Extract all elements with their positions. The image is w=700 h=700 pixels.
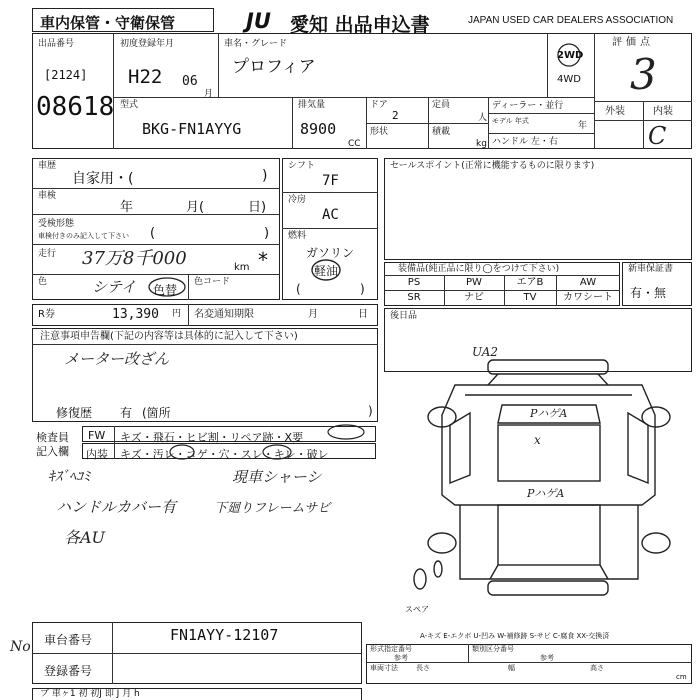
divider — [292, 97, 293, 149]
warranty-value: 有・無 — [630, 286, 667, 300]
equip-aw: AW — [579, 277, 597, 288]
color-change: 色替 — [153, 283, 178, 297]
equip-navi: ナビ — [464, 292, 484, 303]
shift-label: シフト — [288, 161, 316, 171]
divider — [113, 33, 114, 149]
remarks-handwritten: メーター改ざん — [64, 350, 170, 368]
repair-label: 修復歴 — [56, 406, 93, 420]
sales-points-box — [384, 158, 692, 260]
grade-value: 3 — [630, 50, 657, 99]
model-value: BKG-FN1AYYG — [142, 120, 242, 138]
capacity-unit: 人 — [478, 113, 488, 123]
fuel-label: 燃料 — [288, 231, 307, 241]
lot-code: [2124] — [44, 68, 88, 82]
interior-label: 内装 — [653, 106, 673, 117]
doors-label: ドア — [370, 100, 388, 110]
mileage-label: 走行 — [38, 249, 57, 259]
class-ref: 参考 — [540, 654, 554, 662]
model-year-label: モデル 年式 — [492, 117, 529, 125]
drive-4wd: 4WD — [557, 74, 581, 85]
divider — [188, 304, 189, 326]
warranty-label: 新車保証書 — [628, 264, 674, 274]
note-each-au: 各AU — [64, 528, 106, 547]
equip-leather: カワシート — [563, 292, 613, 303]
divider — [594, 120, 692, 121]
divider — [113, 97, 594, 98]
inspector-fw-items: キズ・飛石・ヒビ割・リペア跡・X要 — [120, 431, 304, 444]
accept-type-label: 受検形態 — [38, 219, 75, 229]
bottom-strip-text: ブ 車ヶ1 初 初J 即 J 月 h — [40, 689, 140, 699]
divider — [32, 344, 378, 345]
remarks-label: 注意事項申告欄(下記の内容等は具体的に記入して下さい) — [40, 331, 298, 342]
divider — [488, 133, 594, 134]
car-name-value: プロフィア — [232, 57, 316, 77]
lot-number: 08618 — [36, 92, 115, 122]
divider — [282, 228, 378, 229]
displacement-unit: CC — [348, 139, 361, 149]
inspector-label-1: 検査員 — [36, 431, 69, 444]
shape-label: 形状 — [370, 127, 389, 137]
legend-text: A-キズ E-エクボ U-凹み W-補修跡 S-サビ C-腐食 XX-交換済 — [420, 632, 610, 640]
equip-pw: PW — [466, 277, 482, 288]
divider — [384, 275, 620, 276]
type-label: 形式指定番号 — [370, 645, 412, 653]
notice-day: 日 — [358, 309, 368, 320]
ju-logo: JU — [246, 9, 271, 33]
repair-value: 有 — [120, 406, 133, 420]
registration-month-unit: 月 — [204, 89, 214, 99]
inspector-fw-tag: FW — [88, 429, 106, 442]
divider — [188, 274, 189, 300]
registration-year: H22 — [128, 66, 163, 88]
divider — [643, 101, 644, 149]
diagram-mark-1: PハゲA — [530, 407, 568, 420]
dealer-label: ディーラー・並行 — [492, 101, 564, 111]
sales-points-label: セールスポイント(正常に機能するものに限ります) — [390, 161, 595, 171]
fuel-alt: 軽油 — [314, 264, 339, 278]
later-date-label: 後日品 — [390, 311, 418, 321]
shift-value: 7F — [322, 173, 339, 189]
equip-tv: TV — [523, 292, 537, 303]
inspector-label-2: 記入欄 — [36, 445, 69, 458]
size-height: 高さ — [590, 664, 604, 672]
diagram-tag: UA2 — [472, 345, 499, 359]
divider — [468, 644, 469, 662]
repair-close: ) — [368, 404, 373, 418]
recycle-value: 13,390 — [112, 307, 159, 322]
note-dents: ｷｽﾞﾍｺﾐ — [48, 469, 90, 485]
equipment-label: 装備品(純正品に限り◯をつけて下さい) — [398, 264, 560, 274]
size-unit: cm — [676, 673, 687, 681]
inspector-interior-items: キズ・汚レ・コゲ・穴・スレ・キレ・破レ — [120, 448, 329, 461]
accept-type-note: 車検付きのみ記入して下さい — [38, 232, 129, 240]
load-unit: kg — [476, 139, 487, 149]
diagram-mark-x: x — [534, 433, 541, 447]
divider — [547, 33, 548, 97]
storage-label: 車内保管・守衛保管 — [40, 14, 176, 32]
equip-airbag: エアB — [516, 277, 544, 288]
inspection-month: 月( — [186, 200, 205, 215]
divider — [32, 274, 280, 275]
chassis-value: FN1AYY-12107 — [170, 626, 279, 644]
displacement-value: 8900 — [300, 120, 337, 138]
doors-value: 2 — [392, 109, 399, 122]
mileage-mark: * — [258, 248, 268, 272]
size-length: 長さ — [416, 664, 430, 672]
inspection-circles — [140, 424, 380, 462]
recycle-label: R券 — [38, 309, 55, 320]
diagram-mark-2: PハゲA — [527, 487, 565, 500]
interior-value: C — [648, 122, 667, 150]
spec-box — [366, 644, 692, 684]
registration-month: 06 — [182, 74, 198, 89]
size-width: 幅 — [508, 664, 515, 672]
usage-value: 自家用・( — [72, 171, 134, 187]
divider — [112, 622, 113, 684]
equip-ps: PS — [407, 277, 421, 288]
divider — [282, 192, 378, 193]
vehicle-diagram — [410, 355, 700, 605]
margin-mark: No — [10, 639, 31, 655]
type-ref: 参考 — [394, 654, 408, 662]
color-value: シテイ — [92, 278, 136, 296]
org-name: JAPAN USED CAR DEALERS ASSOCIATION — [468, 15, 674, 26]
note-chassis: 現車シャーシ — [232, 468, 322, 486]
notice-month: 月 — [308, 309, 318, 320]
usage-close: ) — [262, 168, 268, 184]
capacity-label: 定員 — [432, 100, 451, 110]
lot-label: 出品番号 — [38, 39, 75, 49]
notice-label: 名変通知期限 — [194, 309, 254, 320]
accept-close: ) — [264, 226, 270, 241]
ac-value: AC — [322, 207, 339, 223]
divider — [366, 123, 488, 124]
divider — [488, 97, 489, 149]
divider — [594, 33, 595, 149]
divider — [32, 244, 280, 245]
divider — [384, 290, 620, 291]
note-handle-cover: ハンドルカバー有 — [56, 498, 177, 516]
inspection-day: 日) — [248, 200, 267, 215]
inspection-year: 年 — [120, 200, 134, 215]
fuel-open: ( — [296, 282, 301, 296]
drive-2wd: 2WD — [557, 50, 584, 61]
model-label: 型式 — [120, 100, 139, 110]
note-frame-rust: 下廻りフレームサビ — [214, 501, 331, 516]
divider — [32, 214, 280, 215]
fuel-close: ) — [360, 282, 365, 296]
divider — [32, 653, 362, 654]
reg-number-label: 登録番号 — [44, 664, 93, 678]
divider — [114, 426, 115, 459]
size-label: 車両寸法 — [370, 664, 398, 672]
displacement-label: 排気量 — [298, 100, 326, 110]
divider — [32, 188, 280, 189]
color-code-label: 色コード — [194, 277, 231, 287]
equip-sr: SR — [407, 292, 421, 303]
divider — [218, 33, 219, 97]
load-label: 積載 — [432, 127, 451, 137]
fuel-value: ガソリン — [306, 246, 355, 260]
mileage-unit: km — [234, 262, 250, 273]
inspector-interior-tag: 内装 — [86, 448, 108, 461]
grade-label: 評価点 — [612, 37, 654, 48]
accept-open: ( — [150, 226, 156, 241]
model-year-unit: 年 — [578, 121, 588, 131]
color-label: 色 — [38, 277, 48, 287]
mileage-value: 37万8千000 — [82, 248, 187, 269]
inspection-label: 車検 — [38, 191, 57, 201]
handle-label: ハンドル 左・右 — [492, 137, 558, 147]
divider — [488, 113, 594, 114]
repair-location: (箇所 — [142, 406, 171, 420]
recycle-unit: 円 — [172, 309, 182, 319]
exterior-label: 外装 — [605, 106, 625, 117]
registration-label: 初度登録年月 — [120, 39, 175, 49]
divider — [366, 662, 692, 663]
top-grid — [32, 33, 692, 149]
usage-label: 車歴 — [38, 161, 57, 171]
spare-label: スペア — [405, 605, 429, 614]
class-label: 類別区分番号 — [472, 645, 514, 653]
form-title: 愛知 出品申込書 — [290, 14, 430, 36]
ac-label: 冷房 — [288, 195, 307, 205]
chassis-label: 車台番号 — [44, 633, 93, 647]
car-name-label: 車名・グレード — [224, 39, 288, 49]
